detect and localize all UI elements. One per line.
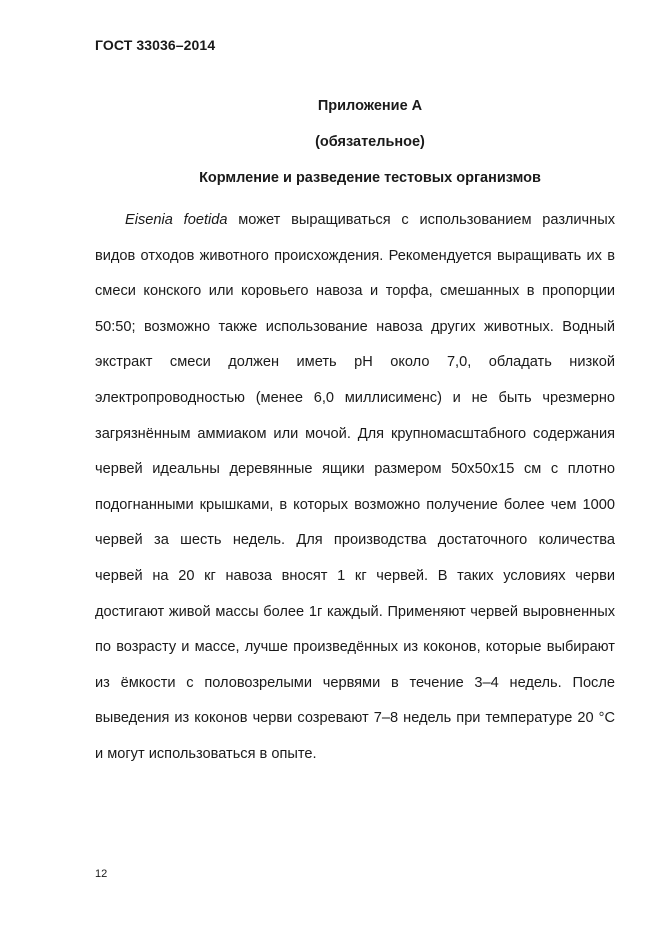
paragraph-text: может выращиваться с использованием различных видов отходов животного происхождения. Рекомендуется выращивать их в смеси конского или коровьего навоза и торфа, смешанных в пропорции 50:50; возможно также использование навоза других животных. Водный экстракт смеси должен иметь рН около 7,0, обладать низкой электропроводностью (менее 6,0 миллисименс) и не быть чрезмерно загрязнённым аммиаком или мочой. Для крупномасштабного содержания червей идеальны деревянные ящики размером 50x50x15 см с плотно подогнанными крышками, в которых возможно получение более чем 1000 червей за шесть недель. Для производства достаточного количества червей на 20 кг навоза вносят 1 кг червей. В таких условиях черви достигают живой массы более 1г каждый. Применяют червей выровненных по возрасту и массе, лучше произведённых из коконов, которые выбирают из ёмкости с половозрелыми червями в течение 3–4 недель. После выведения из коконов черви созревают 7–8 недель при температуре 20 °С и могут использоваться в опыте. <box>95 212 615 762</box>
body-paragraph <box>95 203 615 773</box>
annex-title: Приложение А <box>317 98 423 114</box>
page-number: 12 <box>95 868 108 880</box>
standard-header: ГОСТ 33036–2014 <box>95 37 216 53</box>
annex-kind: (обязательное) <box>315 134 425 150</box>
species-name: Eisenia foetida <box>125 212 228 228</box>
annex-heading: Кормление и разведение тестовых организмов <box>199 170 541 186</box>
